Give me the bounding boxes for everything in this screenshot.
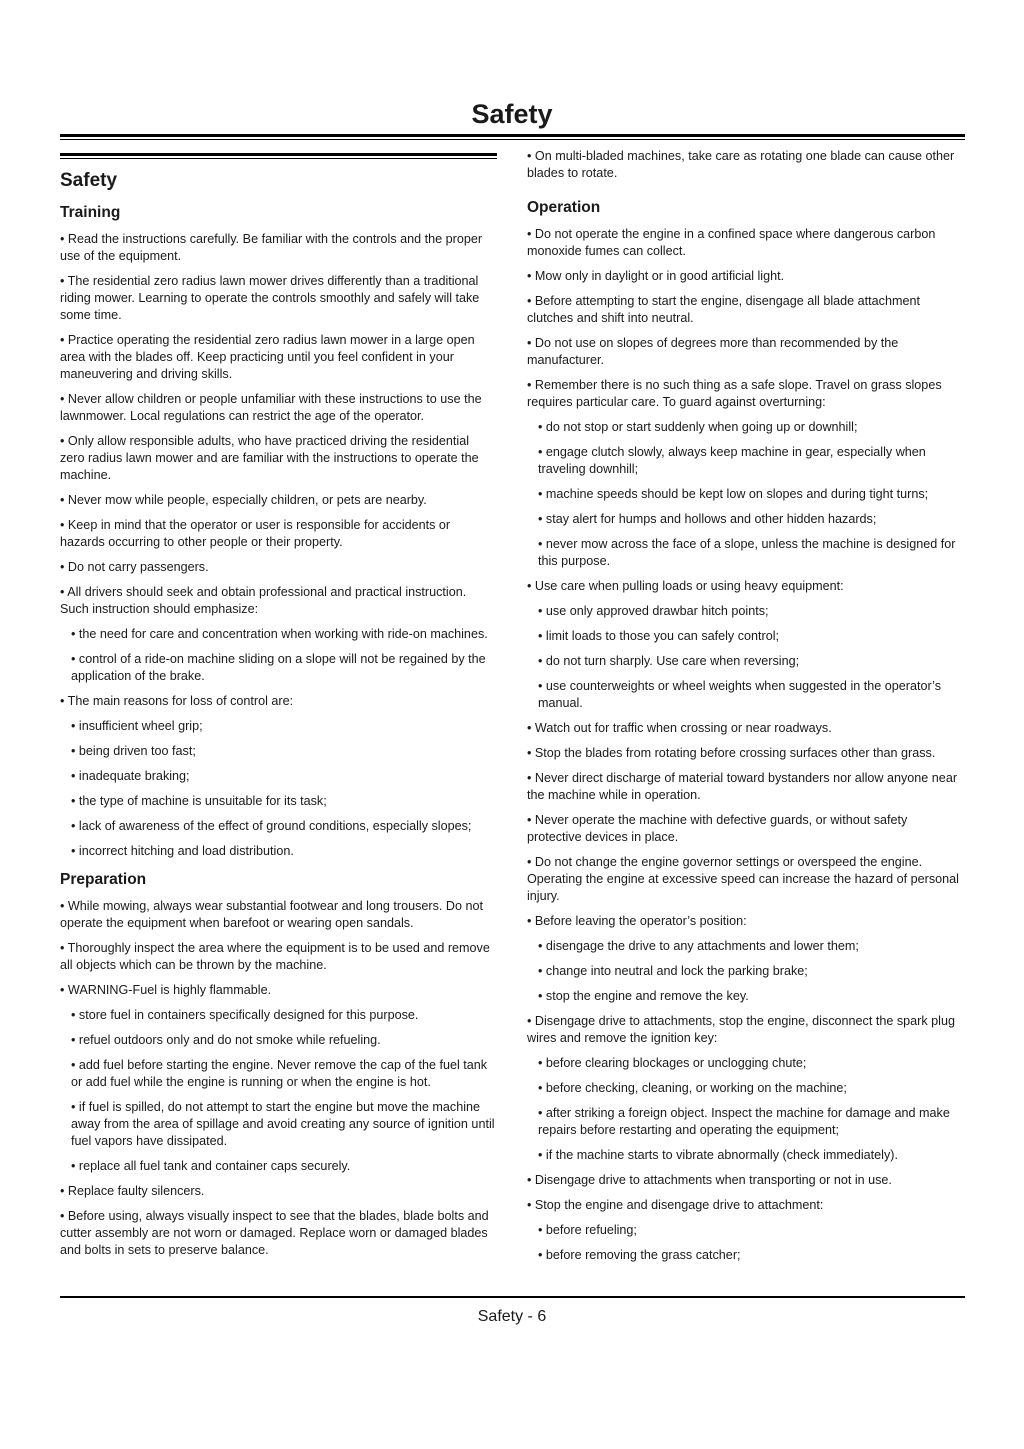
operation-paragraph: • Before leaving the operator’s position: bbox=[527, 914, 747, 928]
list-item: • refuel outdoors only and do not smoke while refueling. bbox=[71, 1033, 381, 1047]
preparation-paragraph: • Replace faulty silencers. bbox=[60, 1184, 205, 1198]
preparation-paragraph: • Thoroughly inspect the area where the equipment is to be used and remove all objects which can be thrown by the machine. bbox=[60, 941, 490, 972]
operation-heading: Operation bbox=[527, 199, 601, 216]
loads-list bbox=[527, 603, 965, 712]
training-paragraph: • The main reasons for loss of control are: bbox=[60, 694, 294, 708]
list-item: • before refueling; bbox=[538, 1223, 637, 1237]
list-item: • control of a ride-on machine sliding on a slope will not be regained by the application of the brake. bbox=[71, 652, 486, 683]
stop-engine-list bbox=[527, 1222, 965, 1264]
list-item: • incorrect hitching and load distribution. bbox=[71, 844, 294, 858]
operation-paragraph: • Watch out for traffic when crossing or near roadways. bbox=[527, 721, 832, 735]
list-item: • store fuel in containers specifically designed for this purpose. bbox=[71, 1008, 419, 1022]
leaving-position-list bbox=[527, 938, 965, 1005]
list-item: • never mow across the face of a slope, unless the machine is designed for this purpose. bbox=[538, 537, 956, 568]
preparation-paragraph: • Before using, always visually inspect to see that the blades, blade bolts and cutter assembly are not worn or damaged. Replace worn or damaged blades and bolts in sets to preserve balance. bbox=[60, 1209, 489, 1257]
section-rule-thick bbox=[60, 153, 497, 156]
operation-paragraph: • Before attempting to start the engine, disengage all blade attachment clutches and shift into neutral. bbox=[527, 294, 920, 325]
operation-paragraph: • Remember there is no such thing as a safe slope. Travel on grass slopes requires particular care. To guard against overturning: bbox=[527, 378, 942, 409]
operation-paragraph: • Never direct discharge of material toward bystanders nor allow anyone near the machine while in operation. bbox=[527, 771, 958, 802]
list-item: • if the machine starts to vibrate abnormally (check immediately). bbox=[538, 1148, 898, 1162]
list-item: • being driven too fast; bbox=[71, 744, 196, 758]
list-item: • limit loads to those you can safely control; bbox=[538, 629, 780, 643]
list-item: • insufficient wheel grip; bbox=[71, 719, 203, 733]
training-paragraph: • Never mow while people, especially children, or pets are nearby. bbox=[60, 493, 427, 507]
operation-paragraph: • Stop the engine and disengage drive to attachment: bbox=[527, 1198, 824, 1212]
section-title: Safety bbox=[60, 170, 118, 191]
slope-safety-list bbox=[527, 419, 965, 570]
operation-paragraph: • Do not operate the engine in a confined space where dangerous carbon monoxide fumes can collect. bbox=[527, 227, 936, 258]
training-paragraph: • All drivers should seek and obtain professional and practical instruction. Such instruction should emphasize: bbox=[60, 585, 467, 616]
list-item: • machine speeds should be kept low on slopes and during tight turns; bbox=[538, 487, 929, 501]
list-item: • before checking, cleaning, or working on the machine; bbox=[538, 1081, 847, 1095]
list-item: • lack of awareness of the effect of ground conditions, especially slopes; bbox=[71, 819, 472, 833]
list-item: • before clearing blockages or unclogging chute; bbox=[538, 1056, 807, 1070]
list-item: • engage clutch slowly, always keep machine in gear, especially when traveling downhill; bbox=[538, 445, 926, 476]
operation-paragraph: • Never operate the machine with defective guards, or without safety protective devices in place. bbox=[527, 813, 908, 844]
training-paragraph: • Never allow children or people unfamiliar with these instructions to use the lawnmower. Local regulations can restrict the age of the operator. bbox=[60, 392, 482, 423]
training-heading: Training bbox=[60, 204, 121, 221]
left-column bbox=[60, 145, 497, 1267]
footer-rule bbox=[60, 1296, 965, 1298]
fuel-warning-list bbox=[60, 1007, 497, 1175]
list-item: • if fuel is spilled, do not attempt to start the engine but move the machine away from the area of spillage and avoid creating any source of ignition until fuel vapors have dissipated. bbox=[71, 1100, 495, 1148]
preparation-paragraph: • While mowing, always wear substantial footwear and long trousers. Do not operate the equipment when barefoot or wearing open sandals. bbox=[60, 899, 484, 930]
instruction-emphasis-list bbox=[60, 626, 497, 685]
list-item: • inadequate braking; bbox=[71, 769, 190, 783]
list-item: • do not stop or start suddenly when going up or downhill; bbox=[538, 420, 858, 434]
operation-paragraph: • Disengage drive to attachments when transporting or not in use. bbox=[527, 1173, 892, 1187]
training-paragraph: • Do not carry passengers. bbox=[60, 560, 209, 574]
disengage-list bbox=[527, 1055, 965, 1164]
header-rule-thin bbox=[60, 139, 965, 140]
training-paragraph: • Only allow responsible adults, who have practiced driving the residential zero radius lawn mower and are familiar with the instructions to operate the machine. bbox=[60, 434, 479, 482]
section-rule-thin bbox=[60, 158, 497, 159]
training-paragraph: • Keep in mind that the operator or user is responsible for accidents or hazards occurring to other people or their property. bbox=[60, 518, 451, 549]
list-item: • after striking a foreign object. Inspect the machine for damage and make repairs before restarting and operating the equipment; bbox=[538, 1106, 950, 1137]
list-item: • add fuel before starting the engine. Never remove the cap of the fuel tank or add fuel while the engine is running or when the engine is hot. bbox=[71, 1058, 488, 1089]
list-item: • disengage the drive to any attachments and lower them; bbox=[538, 939, 859, 953]
training-paragraph: • Practice operating the residential zero radius lawn mower in a large open area with the blades off. Keep practicing until you feel confident in your maneuvering and driving skills. bbox=[60, 333, 475, 381]
page-number: Safety - 6 bbox=[477, 1308, 547, 1325]
training-paragraph: • Read the instructions carefully. Be familiar with the controls and the proper use of the equipment. bbox=[60, 232, 483, 263]
list-item: • before removing the grass catcher; bbox=[538, 1248, 741, 1262]
list-item: • do not turn sharply. Use care when reversing; bbox=[538, 654, 800, 668]
training-paragraph: • The residential zero radius lawn mower drives differently than a traditional riding mower. Learning to operate the controls smoothly and safely will take some time. bbox=[60, 274, 480, 322]
list-item: • stay alert for humps and hollows and other hidden hazards; bbox=[538, 512, 877, 526]
preparation-heading: Preparation bbox=[60, 871, 147, 888]
loss-of-control-list bbox=[60, 718, 497, 860]
operation-paragraph: • Disengage drive to attachments, stop the engine, disconnect the spark plug wires and remove the ignition key: bbox=[527, 1014, 955, 1045]
page-title: Safety bbox=[471, 99, 553, 129]
header-rule-thick bbox=[60, 134, 965, 137]
operation-paragraph: • Stop the blades from rotating before crossing surfaces other than grass. bbox=[527, 746, 936, 760]
list-item: • use counterweights or wheel weights when suggested in the operator’s manual. bbox=[538, 679, 941, 710]
operation-paragraph: • Use care when pulling loads or using heavy equipment: bbox=[527, 579, 844, 593]
list-item: • the need for care and concentration when working with ride-on machines. bbox=[71, 627, 488, 641]
preparation-paragraph: • WARNING-Fuel is highly flammable. bbox=[60, 983, 272, 997]
list-item: • change into neutral and lock the parking brake; bbox=[538, 964, 808, 978]
list-item: • stop the engine and remove the key. bbox=[538, 989, 749, 1003]
list-item: • replace all fuel tank and container caps securely. bbox=[71, 1159, 351, 1173]
operation-paragraph: • Do not change the engine governor settings or overspeed the engine. Operating the engine at excessive speed can increase the hazard of personal injury. bbox=[527, 855, 959, 903]
list-item: • use only approved drawbar hitch points; bbox=[538, 604, 769, 618]
operation-paragraph: • Mow only in daylight or in good artificial light. bbox=[527, 269, 785, 283]
operation-paragraph: • Do not use on slopes of degrees more than recommended by the manufacturer. bbox=[527, 336, 899, 367]
list-item: • the type of machine is unsuitable for its task; bbox=[71, 794, 327, 808]
intro-paragraph: • On multi-bladed machines, take care as rotating one blade can cause other blades to rotate. bbox=[527, 149, 955, 180]
right-column bbox=[527, 148, 965, 1272]
